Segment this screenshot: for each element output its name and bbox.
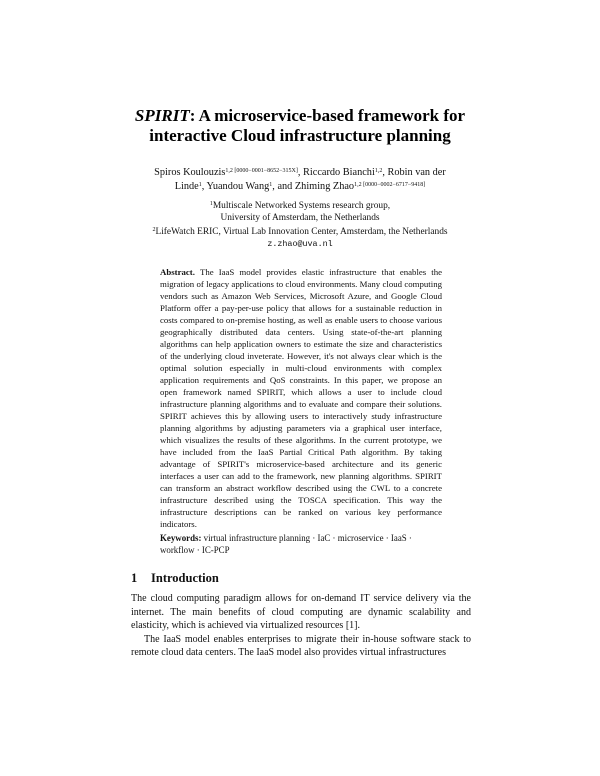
affiliation-1-sup: 1 xyxy=(209,201,213,207)
keywords xyxy=(160,532,442,556)
author-2: , Riccardo Bianchi xyxy=(297,167,375,178)
author-4: , Yuandou Wang xyxy=(201,181,270,192)
author-5: , and Zhiming Zhao xyxy=(272,181,355,192)
abstract xyxy=(160,266,442,530)
title-rest: : A microservice-based framework for xyxy=(189,106,466,125)
author-email: z.zhao@uva.nl xyxy=(267,239,333,249)
body-paragraph-2: The IaaS model enables enterprises to migrate their in-house software stack to remote cloud data centers. The IaaS model also provides virtual infrastructures xyxy=(131,633,471,658)
author-1: Spiros Koulouzis xyxy=(154,167,226,178)
body-text xyxy=(131,592,471,660)
author-3-cont: Linde xyxy=(174,181,199,192)
author-2-sup: 1,2 xyxy=(374,168,383,174)
author-list xyxy=(0,165,600,193)
affiliation-2: $^2$LifeWatch ERIC, Virtual Lab Innovation Center, Amsterdam, the Netherlands xyxy=(152,227,448,237)
abstract-text: The IaaS model provides elastic infrastructure that enables the migration of legacy applications to cloud environments. Many cloud computing vendors such as Amazon Web Services, Microsoft Azure, and Google Cloud Platform offer a pay-per-use policy that allows for a sustainable reduction in costs compared to on-premise hosting, as well as enable users to choose various geographically distributed data centers. Using state-of-the-art planning algorithms can help application owners to estimate the size and characteristics of the underlying cloud inveterate. However, it's not always clear which is the optimal solution especially in multi-cloud environments with complex application requirements and QoS constraints. In this paper, we propose an open framework named SPIRIT, which allows a user to include cloud infrastructure planning algorithms and to evaluate and compare their solutions. SPIRIT achieves this by allowing users to interactively study infrastructure planning algorithms by adjusting parameters via a graphical user interface, which visualizes the results of these algorithms. In the current prototype, we have included from the IaaS Partial Critical Path algorithm. By taking advantage of SPIRIT's microservice-based architecture and its generic interfaces a user can add to the framework, new planning algorithms. SPIRIT can transform an abstract workflow described using the CWL to a concrete infrastructure described using the TOSCA specification. This way the infrastructure descriptions can be ranked on various key performance indicators. xyxy=(160,267,443,529)
author-4-sup: 1 xyxy=(269,182,273,188)
section-heading xyxy=(131,571,219,586)
title-name: SPIRIT xyxy=(134,106,190,125)
authors-line-1 xyxy=(0,165,600,179)
section-title: Introduction xyxy=(151,571,219,585)
author-1-sup: 1,2 [0000−0001−8652−315X] xyxy=(225,168,298,174)
section-number: 1 xyxy=(131,571,138,585)
keywords-label: Keywords: xyxy=(160,533,202,543)
title-line-2: interactive Cloud infrastructure planning xyxy=(149,126,451,145)
abstract-label: Abstract. xyxy=(160,267,195,277)
authors-line-2 xyxy=(0,179,600,193)
author-5-sup: 1,2 [0000−0002−6717−9418] xyxy=(354,182,426,188)
body-paragraph-1: The cloud computing paradigm allows for on-demand IT service delivery via the internet. The main benefits of cloud computing are dynamic scalability and elasticity, which is achieved via virtualized resources [1]. xyxy=(131,593,471,631)
affiliation-1-line-2: University of Amsterdam, the Netherlands xyxy=(220,213,380,223)
keywords-text: virtual infrastructure planning · IaC · microservice · IaaS · workflow · IC-PCP xyxy=(160,533,412,555)
affiliations xyxy=(0,198,600,250)
affiliation-2-sup: 2 xyxy=(152,227,156,233)
title-line-1 xyxy=(0,106,600,126)
author-3-sup: 1 xyxy=(198,182,202,188)
paper-title xyxy=(0,106,600,146)
affiliation-1-line-1: $^1$Multiscale Networked Systems research group, xyxy=(209,201,391,211)
author-3: , Robin van der xyxy=(382,167,446,178)
